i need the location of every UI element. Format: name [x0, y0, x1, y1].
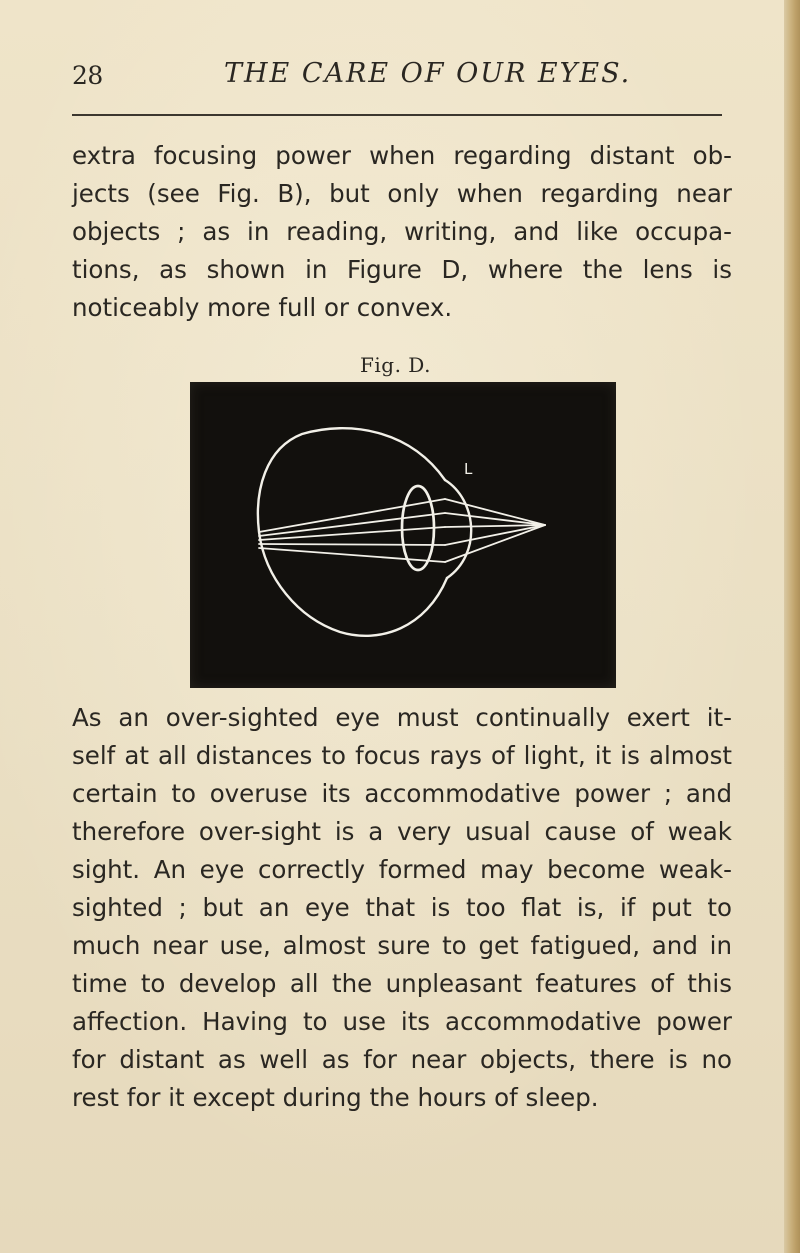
- light-ray: [259, 513, 445, 536]
- lens-label: L: [464, 460, 473, 478]
- page-edge-shadow: [784, 0, 800, 1253]
- page-number: 28: [72, 61, 103, 90]
- eye-diagram: [190, 382, 616, 688]
- paragraph-line: tions, as shown in Figure D, where the lens is: [72, 255, 732, 284]
- running-head: THE CARE OF OUR EYES.: [224, 58, 632, 89]
- cornea-outline: [445, 480, 471, 578]
- paragraph-line: therefore over-sight is a very usual cause of weak: [72, 817, 732, 846]
- paragraph-line: self at all distances to focus rays of light, it is almost: [72, 741, 732, 770]
- light-ray: [445, 513, 545, 525]
- light-ray: [445, 525, 545, 527]
- page-header: [72, 58, 728, 98]
- light-ray: [259, 499, 445, 532]
- eye-diagram-svg: [190, 382, 616, 688]
- figure-caption: Fig. D.: [360, 353, 431, 377]
- paragraph-line: As an over-sighted eye must continually exert it-: [72, 703, 732, 732]
- header-rule: [72, 114, 722, 116]
- paragraph-top: [72, 137, 732, 327]
- paragraph-line: for distant as well as for near objects, there is no: [72, 1045, 732, 1074]
- paragraph-line: affection. Having to use its accommodative power: [72, 1007, 732, 1036]
- paragraph-line: time to develop all the unpleasant features of this: [72, 969, 732, 998]
- light-ray: [259, 544, 445, 545]
- light-ray: [445, 525, 545, 562]
- paragraph-bottom: [72, 699, 732, 1117]
- paragraph-line: sight. An eye correctly formed may become weak-: [72, 855, 732, 884]
- light-ray: [445, 525, 545, 545]
- paragraph-line: much near use, almost sure to get fatigued, and in: [72, 931, 732, 960]
- paragraph-line: sighted ; but an eye that is too flat is, if put to: [72, 893, 732, 922]
- paragraph-line: rest for it except during the hours of sleep.: [72, 1083, 599, 1112]
- light-ray: [445, 499, 545, 525]
- paragraph-line: jects (see Fig. B), but only when regarding near: [72, 179, 732, 208]
- paragraph-line: noticeably more full or convex.: [72, 293, 453, 322]
- paragraph-line: objects ; as in reading, writing, and like occupa-: [72, 217, 732, 246]
- paragraph-line: extra focusing power when regarding distant ob-: [72, 141, 732, 170]
- light-ray: [259, 548, 445, 562]
- light-ray: [259, 527, 445, 540]
- paragraph-line: certain to overuse its accommodative power ; and: [72, 779, 732, 808]
